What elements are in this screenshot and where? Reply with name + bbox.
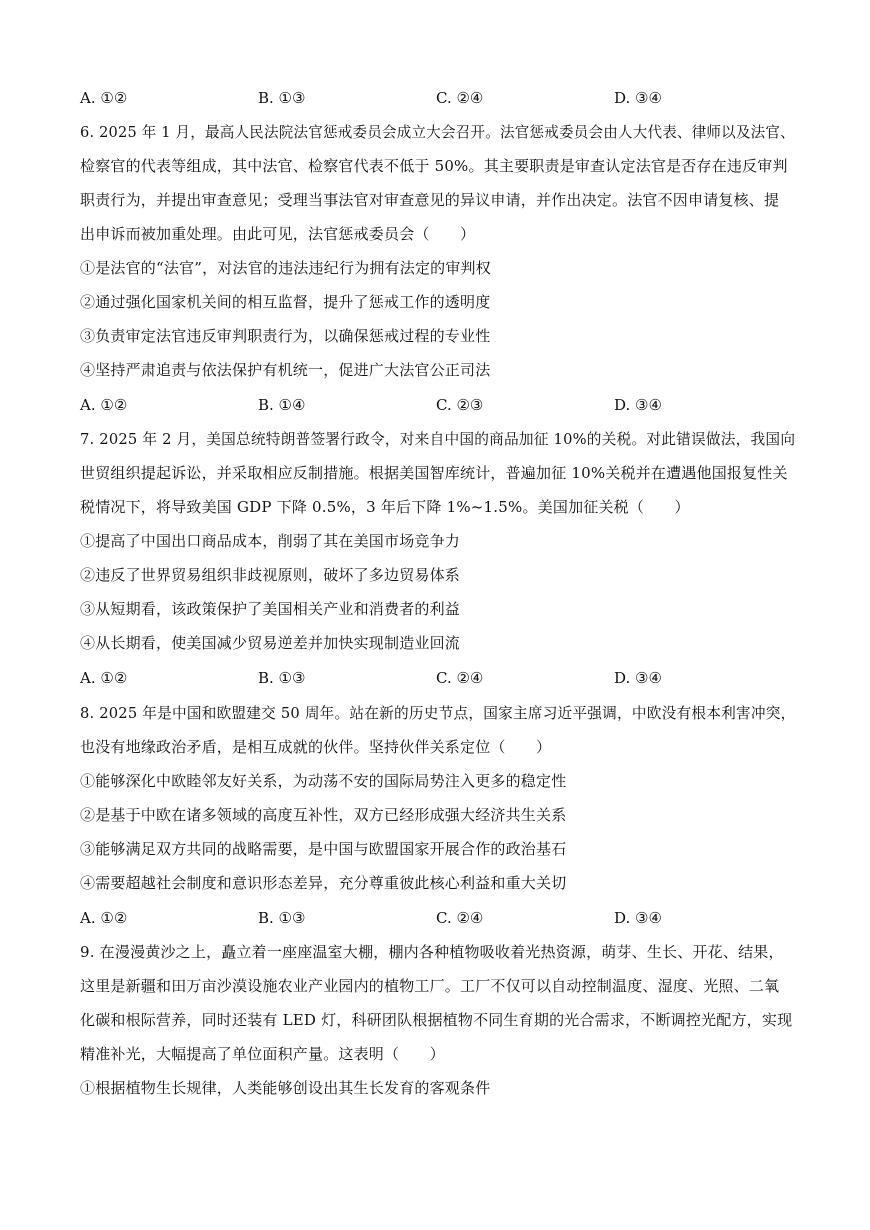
q5-option-a[interactable]: A. ①② — [80, 89, 128, 107]
q9-statement-1: ①根据植物生长规律，人类能够创设出其生长发育的客观条件 — [80, 1079, 491, 1097]
q6-stem-line: 6. 2025 年 1 月，最高人民法院法官惩戒委员会成立大会召开。法官惩戒委员会由人大代表、律师以及法官、 — [80, 123, 795, 141]
q5-option-c[interactable]: C. ②④ — [436, 89, 484, 107]
q6-stem-line: 出申诉而被加重处理。由此可见，法官惩戒委员会（ ） — [80, 225, 476, 243]
q6-statement-1: ①是法官的“法官”，对法官的违法违纪行为拥有法定的审判权 — [80, 259, 491, 277]
q7-statement-4: ④从长期看，使美国减少贸易逆差并加快实现制造业回流 — [80, 634, 461, 652]
q7-statement-2: ②违反了世界贸易组织非歧视原则，破坏了多边贸易体系 — [80, 566, 461, 584]
q7-option-b[interactable]: B. ①③ — [258, 669, 306, 687]
q9-stem-line: 精准补光，大幅提高了单位面积产量。这表明（ ） — [80, 1045, 445, 1063]
q9-stem-line: 这里是新疆和田万亩沙漠设施农业产业园内的植物工厂。工厂不仅可以自动控制温度、湿度、光照、二氧 — [80, 977, 780, 995]
q6-statement-2: ②通过强化国家机关间的相互监督，提升了惩戒工作的透明度 — [80, 293, 491, 311]
q9-stem-line: 化碳和根际营养，同时还装有 LED 灯，科研团队根据植物不同生育期的光合需求，不断调控光配方，实现 — [80, 1011, 793, 1029]
q8-stem-line: 8. 2025 年是中国和欧盟建交 50 周年。站在新的历史节点，国家主席习近平强调，中欧没有根本利害冲突， — [80, 704, 796, 722]
q7-option-a[interactable]: A. ①② — [80, 669, 128, 687]
q8-statement-4: ④需要超越社会制度和意识形态差异，充分尊重彼此核心利益和重大关切 — [80, 874, 567, 892]
q6-stem-line: 检察官的代表等组成，其中法官、检察官代表不低于 50%。其主要职责是审查认定法官是否存在违反审判 — [80, 157, 788, 175]
q6-statement-3: ③负责审定法官违反审判职责行为，以确保惩戒过程的专业性 — [80, 327, 491, 345]
q8-statement-1: ①能够深化中欧睦邻友好关系，为动荡不安的国际局势注入更多的稳定性 — [80, 772, 567, 790]
q7-stem-line: 税情况下，将导致美国 GDP 下降 0.5%，3 年后下降 1%~1.5%。美国加征关税（ ） — [80, 498, 690, 516]
q8-option-d[interactable]: D. ③④ — [614, 909, 662, 927]
q7-option-c[interactable]: C. ②④ — [436, 669, 484, 687]
q7-stem-line: 7. 2025 年 2 月，美国总统特朗普签署行政令，对来自中国的商品加征 10%的关税。对此错误做法，我国向 — [80, 430, 796, 448]
q6-option-a[interactable]: A. ①② — [80, 396, 128, 414]
q5-option-d[interactable]: D. ③④ — [614, 89, 662, 107]
q7-stem-line: 世贸组织提起诉讼，并采取相应反制措施。根据美国智库统计，普遍加征 10%关税并在遭遇他国报复性关 — [80, 464, 788, 482]
q5-option-b[interactable]: B. ①③ — [258, 89, 306, 107]
q7-statement-1: ①提高了中国出口商品成本，削弱了其在美国市场竞争力 — [80, 532, 461, 550]
q6-stem-line: 职责行为，并提出审查意见；受理当事法官对审查意见的异议申请，并作出决定。法官不因申请复核、提 — [80, 191, 780, 209]
q6-statement-4: ④坚持严肃追责与依法保护有机统一，促进广大法官公正司法 — [80, 361, 491, 379]
q8-statement-3: ③能够满足双方共同的战略需要，是中国与欧盟国家开展合作的政治基石 — [80, 840, 567, 858]
q8-option-a[interactable]: A. ①② — [80, 909, 128, 927]
q9-stem-line: 9. 在漫漫黄沙之上，矗立着一座座温室大棚，棚内各种植物吸收着光热资源，萌芽、生长、开花、结果， — [80, 943, 784, 961]
q7-statement-3: ③从短期看，该政策保护了美国相关产业和消费者的利益 — [80, 600, 461, 618]
q8-statement-2: ②是基于中欧在诸多领域的高度互补性，双方已经形成强大经济共生关系 — [80, 806, 567, 824]
q6-option-d[interactable]: D. ③④ — [614, 396, 662, 414]
q7-option-d[interactable]: D. ③④ — [614, 669, 662, 687]
q8-option-b[interactable]: B. ①③ — [258, 909, 306, 927]
q8-option-c[interactable]: C. ②④ — [436, 909, 484, 927]
q6-option-b[interactable]: B. ①④ — [258, 396, 306, 414]
q8-stem-line: 也没有地缘政治矛盾，是相互成就的伙伴。坚持伙伴关系定位（ ） — [80, 738, 552, 756]
q6-option-c[interactable]: C. ②③ — [436, 396, 484, 414]
